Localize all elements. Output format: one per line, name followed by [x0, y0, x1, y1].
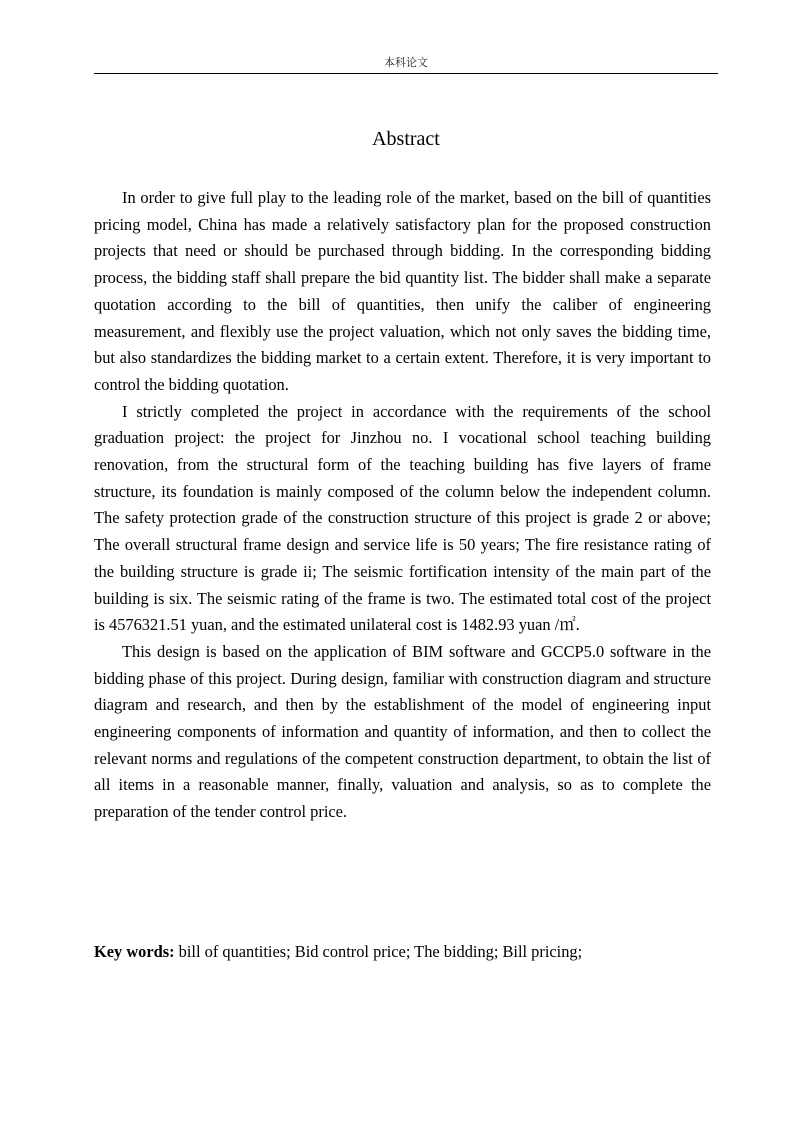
keywords-line [94, 939, 711, 966]
header-rule [94, 73, 718, 74]
abstract-paragraph-3: This design is based on the application of BIM software and GCCP5.0 software in the bidding phase of this project. During design, familiar with construction diagram and structure diagram and research, and then by the establishment of the model of engineering input engineering components of information and quantity of information, and then to collect the relevant norms and regulations of the competent construction department, to obtain the list of all items in a reasonable manner, finally, valuation and analysis, so as to complete the preparation of the tender control price. [94, 641, 711, 822]
abstract-body [94, 185, 711, 826]
abstract-paragraph-2: I strictly completed the project in accordance with the requirements of the school graduation project: the project for Jinzhou no. I vocational school teaching building renovation, from the structural form of the teaching building has five layers of frame structure, its foundation is mainly composed of the column below the independent column. The safety protection grade of the construction structure of this project is grade 2 or above; The overall structural frame design and service life is 50 years; The fire resistance rating of the building structure is grade ii; The seismic fortification intensity of the main part of the building is six. The seismic rating of the frame is two. The estimated total cost of the project is 4576321.51 yuan, and the estimated unilateral cost is 1482.93 yuan /㎡. [94, 401, 711, 635]
running-header: 本科论文 [384, 56, 428, 69]
keywords-list: bill of quantities; Bid control price; The bidding; Bill pricing; [174, 942, 583, 961]
keywords-label: Key words: [94, 942, 175, 961]
abstract-paragraph-1: In order to give full play to the leading role of the market, based on the bill of quantities pricing model, China has made a relatively satisfactory plan for the proposed construction projects that need or should be purchased through bidding. In the corresponding bidding process, the bidding staff shall prepare the bid quantity list. The bidder shall make a separate quotation according to the bill of quantities, then unify the caliber of engineering measurement, and flexibly use the project valuation, which not only saves the bidding time, but also standardizes the bidding market to a certain extent. Therefore, it is very important to control the bidding quotation. [94, 188, 711, 394]
abstract-title: Abstract [372, 128, 440, 150]
